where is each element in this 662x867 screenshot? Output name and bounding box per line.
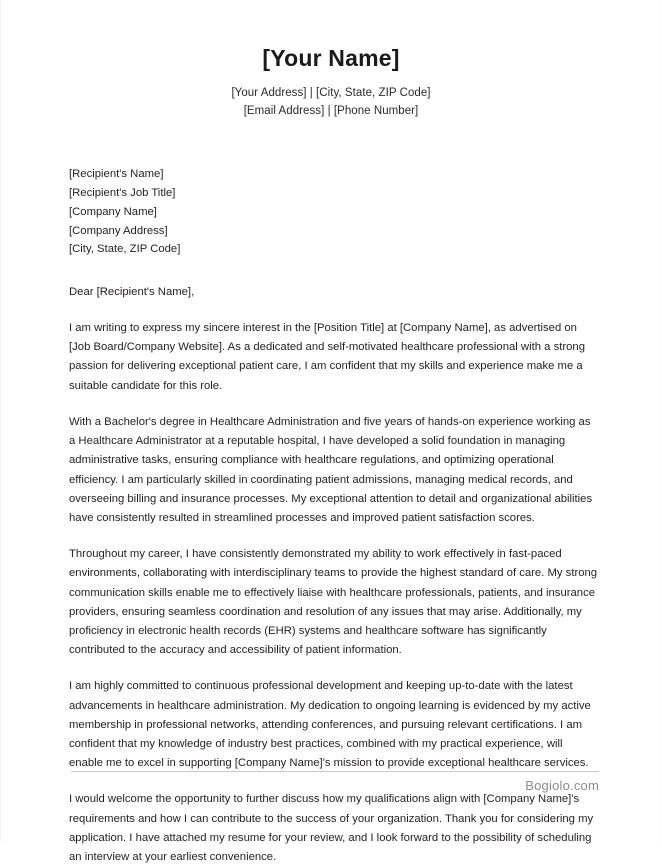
recipient-block <box>69 165 599 259</box>
sender-name: [Your Name] <box>262 45 400 71</box>
recipient-line-company-address: [Company Address] <box>69 224 168 237</box>
footer-divider <box>71 771 599 772</box>
body-paragraph-4: I am highly committed to continuous professional development and keeping up-to-date with the latest advancements in healthcare administration. My dedication to ongoing learning is evidenced by my active membership in professional networks, attending conferences, and pursuing relevant certifications. I am confident that my knowledge of industry best practices, combined with my practical experience, will enable me to excel in supporting [Company Name]'s mission to provide exceptional healthcare services. <box>69 680 591 770</box>
sender-contact-line-1: [Your Address] | [City, State, ZIP Code] <box>231 87 431 100</box>
recipient-line-company-name: [Company Name] <box>69 205 157 218</box>
footer-brand-watermark: Bogiolo.com <box>525 778 599 794</box>
salutation: Dear [Recipient's Name], <box>69 286 195 299</box>
body-paragraph-2: With a Bachelor's degree in Healthcare Administration and five years of hands-on experience working as a Healthcare Administrator at a reputable hospital, I have developed a solid foundation in managing administrative tasks, ensuring compliance with healthcare regulations, and optimizing operational efficiency. I am particularly skilled in coordinating patient admissions, managing medical records, and overseeing billing and insurance processes. My exceptional attention to detail and organizational abilities have consistently resulted in streamlined processes and improved patient satisfaction scores. <box>69 415 593 524</box>
recipient-line-city-state-zip: [City, State, ZIP Code] <box>69 243 181 256</box>
recipient-line-job-title: [Recipient's Job Title] <box>69 186 176 199</box>
body-paragraph-3: Throughout my career, I have consistently demonstrated my ability to work effectively in fast-paced environments, collaborating with interdisciplinary teams to provide the highest standard of care. My strong communication skills enable me to effectively liaise with healthcare professionals, patients, and insurance providers, ensuring seamless coordination and resolution of any issues that may arise. Additionally, my proficiency in electronic health records (EHR) systems and healthcare software has significantly contributed to the accuracy and accessibility of patient information. <box>69 548 598 657</box>
page-footer <box>71 771 599 795</box>
sender-contact-line-2: [Email Address] | [Phone Number] <box>243 105 419 118</box>
letter-body <box>1 165 661 867</box>
body-paragraph-1: I am writing to express my sincere interest in the [Position Title] at [Company Name], as advertised on [Job Board/Company Website]. As a dedicated and self-motivated healthcare professional with a strong passion for delivering exceptional patient care, I am confident that my skills and experience make me a suitable candidate for this role. <box>69 322 585 392</box>
letterhead <box>1 0 661 121</box>
body-paragraph-5: I would welcome the opportunity to further discuss how my qualifications align with [Company Name]'s requirements and how I can contribute to the success of your organization. Thank you for considering my application. I have attached my resume for your review, and I look forward to the possibility of scheduling an interview at your earliest convenience. <box>69 793 594 863</box>
recipient-line-name: [Recipient's Name] <box>69 167 164 180</box>
